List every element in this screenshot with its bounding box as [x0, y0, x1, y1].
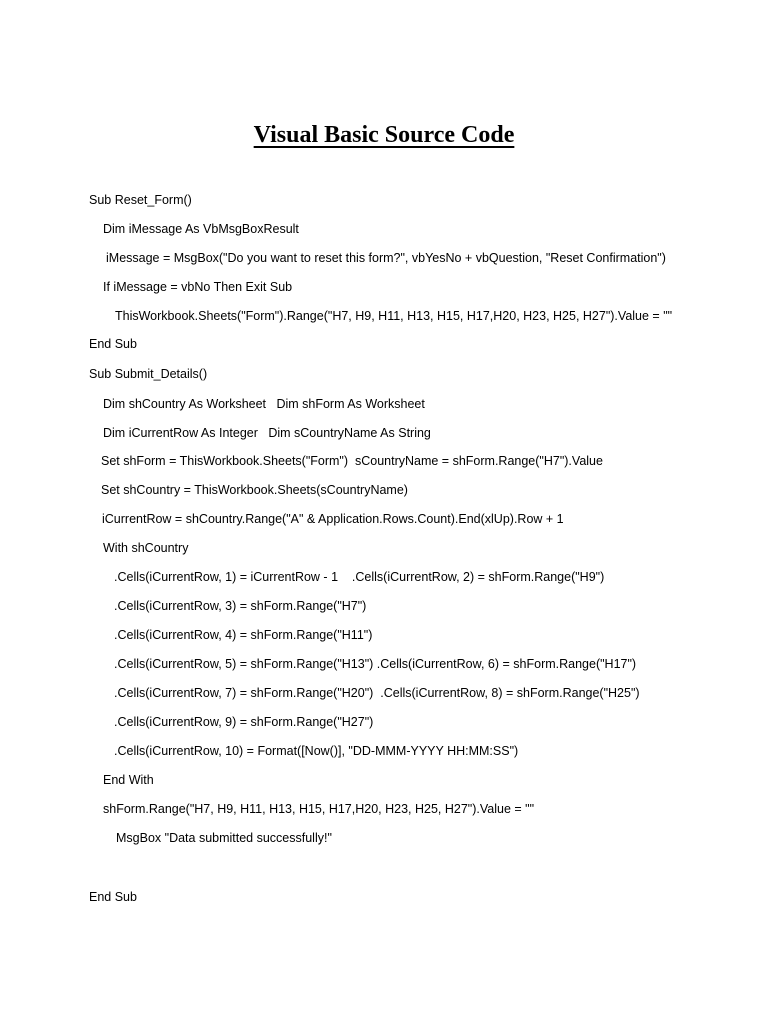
code-line: Sub Submit_Details() — [89, 367, 208, 381]
code-line: Set shCountry = ThisWorkbook.Sheets(sCountryName) — [101, 483, 408, 497]
code-line: If iMessage = vbNo Then Exit Sub — [103, 280, 293, 294]
code-line: iCurrentRow = shCountry.Range("A" & Application.Rows.Count).End(xlUp).Row + 1 — [102, 512, 564, 526]
code-line: End Sub — [89, 337, 137, 351]
code-line: Sub Reset_Form() — [89, 193, 192, 207]
code-line: .Cells(iCurrentRow, 4) = shForm.Range("H11") — [114, 628, 373, 642]
code-line: End Sub — [89, 890, 137, 904]
code-line: .Cells(iCurrentRow, 7) = shForm.Range("H20") .Cells(iCurrentRow, 8) = shForm.Range("H25") — [114, 686, 640, 700]
code-line: Dim iMessage As VbMsgBoxResult — [103, 222, 299, 236]
code-line: Set shForm = ThisWorkbook.Sheets("Form") sCountryName = shForm.Range("H7").Value — [101, 454, 603, 468]
code-line: .Cells(iCurrentRow, 10) = Format([Now()], "DD-MMM-YYYY HH:MM:SS") — [114, 744, 519, 758]
code-line: .Cells(iCurrentRow, 9) = shForm.Range("H27") — [114, 715, 374, 729]
code-line: .Cells(iCurrentRow, 1) = iCurrentRow - 1 .Cells(iCurrentRow, 2) = shForm.Range("H9") — [114, 570, 605, 584]
code-line: shForm.Range("H7, H9, H11, H13, H15, H17,H20, H23, H25, H27").Value = "" — [103, 802, 535, 816]
page-title: Visual Basic Source Code — [253, 122, 515, 148]
code-line: Dim iCurrentRow As Integer Dim sCountryName As String — [103, 426, 431, 440]
code-line: iMessage = MsgBox("Do you want to reset this form?", vbYesNo + vbQuestion, "Reset Confirmation") — [106, 251, 666, 265]
code-line: ThisWorkbook.Sheets("Form").Range("H7, H9, H11, H13, H15, H17,H20, H23, H25, H27").Value = "" — [115, 309, 673, 323]
code-line: .Cells(iCurrentRow, 3) = shForm.Range("H7") — [114, 599, 367, 613]
code-line: .Cells(iCurrentRow, 5) = shForm.Range("H13") .Cells(iCurrentRow, 6) = shForm.Range("H17") — [114, 657, 637, 671]
code-line: Dim shCountry As Worksheet Dim shForm As Worksheet — [103, 397, 425, 411]
code-line: End With — [103, 773, 154, 787]
code-line: MsgBox "Data submitted successfully!" — [116, 831, 332, 845]
code-line: With shCountry — [103, 541, 189, 555]
